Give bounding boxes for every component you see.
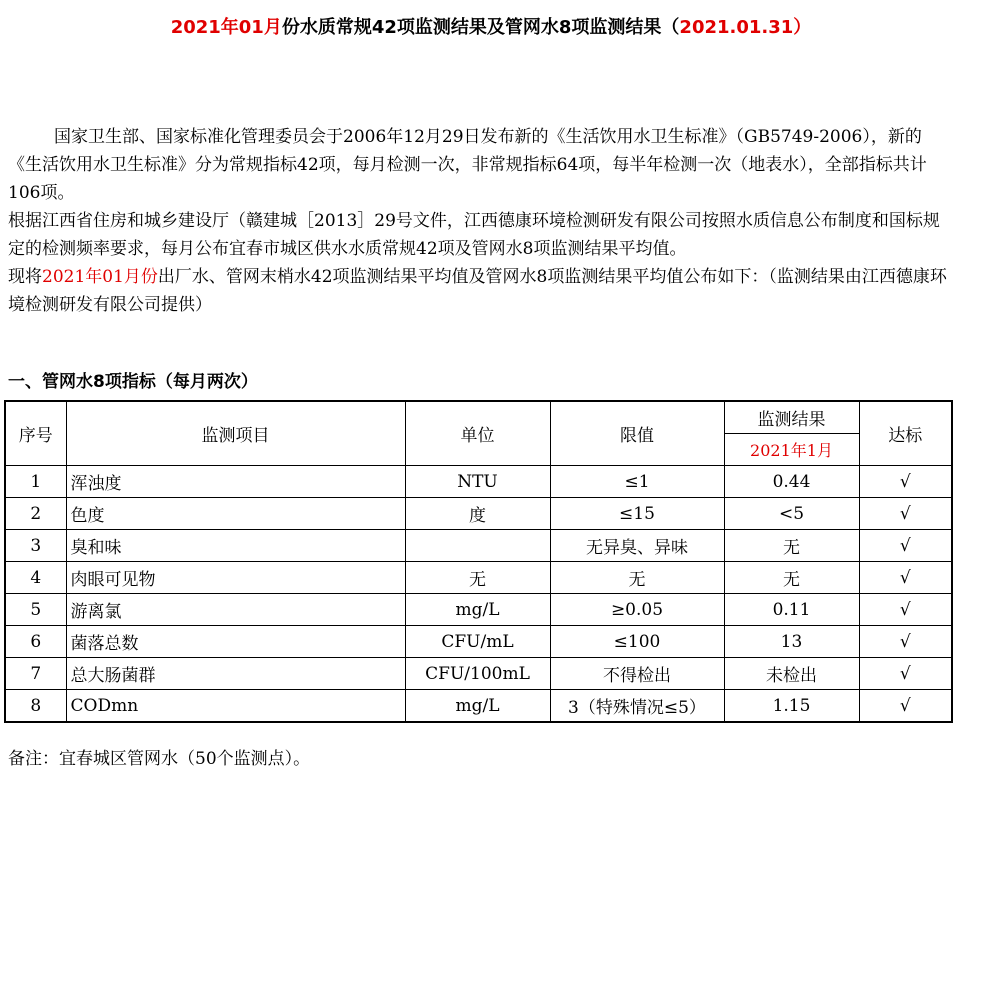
table-row <box>5 466 952 498</box>
cell-unit: NTU <box>405 466 550 498</box>
title-date: 2021.01.31 <box>679 17 794 38</box>
cell-pass: √ <box>859 498 952 530</box>
cell-item: 菌落总数 <box>66 626 405 658</box>
cell-result: <5 <box>724 498 859 530</box>
cell-unit: 度 <box>405 498 550 530</box>
cell-result: 未检出 <box>724 658 859 690</box>
cell-limit: ≤100 <box>550 626 724 658</box>
cell-limit: 无 <box>550 562 724 594</box>
cell-item: 总大肠菌群 <box>66 658 405 690</box>
cell-item: 肉眼可见物 <box>66 562 405 594</box>
cell-pass: √ <box>859 594 952 626</box>
intro-text <box>8 123 952 319</box>
cell-unit: mg/L <box>405 690 550 723</box>
cell-pass: √ <box>859 466 952 498</box>
cell-no: 3 <box>5 530 66 562</box>
cell-limit: 无异臭、异味 <box>550 530 724 562</box>
cell-limit: 3（特殊情况≤5） <box>550 690 724 723</box>
table-row <box>5 658 952 690</box>
cell-no: 1 <box>5 466 66 498</box>
header-unit: 单位 <box>405 401 550 466</box>
cell-result: 0.44 <box>724 466 859 498</box>
cell-unit: mg/L <box>405 594 550 626</box>
cell-no: 2 <box>5 498 66 530</box>
header-limit: 限值 <box>550 401 724 466</box>
cell-result: 1.15 <box>724 690 859 723</box>
table-row <box>5 594 952 626</box>
title-close-paren: ） <box>793 17 812 38</box>
cell-limit: 不得检出 <box>550 658 724 690</box>
header-row <box>5 401 952 434</box>
intro-paragraph-3 <box>8 263 952 319</box>
table-row <box>5 530 952 562</box>
header-result: 监测结果 <box>724 401 859 434</box>
footnote: 备注：宜春城区管网水（50个监测点）。 <box>8 749 311 769</box>
cell-item: 游离氯 <box>66 594 405 626</box>
header-item: 监测项目 <box>66 401 405 466</box>
table-row <box>5 626 952 658</box>
cell-pass: √ <box>859 658 952 690</box>
cell-pass: √ <box>859 530 952 562</box>
cell-result: 0.11 <box>724 594 859 626</box>
table-row <box>5 690 952 723</box>
title-month: 2021年01月 <box>170 17 282 38</box>
cell-limit: ≥0.05 <box>550 594 724 626</box>
cell-pass: √ <box>859 562 952 594</box>
intro-p3-month: 2021年01月份 <box>42 267 158 287</box>
cell-no: 5 <box>5 594 66 626</box>
intro-paragraph-1: 国家卫生部、国家标准化管理委员会于2006年12月29日发布新的《生活饮用水卫生标准》（GB5749-2006），新的《生活饮用水卫生标准》分为常规指标42项，每月检测一次，非常规指标64项，每半年检测一次（地表水），全部指标共计106项。 <box>8 127 927 203</box>
cell-pass: √ <box>859 626 952 658</box>
header-no: 序号 <box>5 401 66 466</box>
cell-limit: ≤1 <box>550 466 724 498</box>
cell-result: 13 <box>724 626 859 658</box>
cell-item: 浑浊度 <box>66 466 405 498</box>
cell-item: CODmn <box>66 690 405 723</box>
section-title: 一、管网水8项指标（每月两次） <box>8 372 258 392</box>
cell-item: 色度 <box>66 498 405 530</box>
header-result-period: 2021年1月 <box>724 434 859 466</box>
cell-result: 无 <box>724 530 859 562</box>
cell-item: 臭和味 <box>66 530 405 562</box>
table-row <box>5 498 952 530</box>
cell-no: 7 <box>5 658 66 690</box>
intro-p3-before: 现将 <box>8 267 42 287</box>
results-table <box>4 400 953 723</box>
cell-no: 6 <box>5 626 66 658</box>
header-pass: 达标 <box>859 401 952 466</box>
intro-p3-after: 出厂水、管网末梢水42项监测结果平均值及管网水8项监测结果平均值公布如下：（监测结果由江西德康环境检测研发有限公司提供） <box>8 267 947 315</box>
cell-limit: ≤15 <box>550 498 724 530</box>
cell-unit <box>405 530 550 562</box>
cell-unit: CFU/mL <box>405 626 550 658</box>
cell-unit: CFU/100mL <box>405 658 550 690</box>
cell-pass: √ <box>859 690 952 723</box>
intro-paragraph-2: 根据江西省住房和城乡建设厅（赣建城［2013］29号文件，江西德康环境检测研发有限公司按照水质信息公布制度和国标规定的检测频率要求，每月公布宜春市城区供水水质常规42项及管网水8项监测结果平均值。 <box>8 211 940 259</box>
title-main: 份水质常规42项监测结果及管网水8项监测结果（ <box>281 17 680 38</box>
cell-no: 8 <box>5 690 66 723</box>
table-row <box>5 562 952 594</box>
cell-result: 无 <box>724 562 859 594</box>
cell-no: 4 <box>5 562 66 594</box>
page-title <box>0 14 982 42</box>
cell-unit: 无 <box>405 562 550 594</box>
